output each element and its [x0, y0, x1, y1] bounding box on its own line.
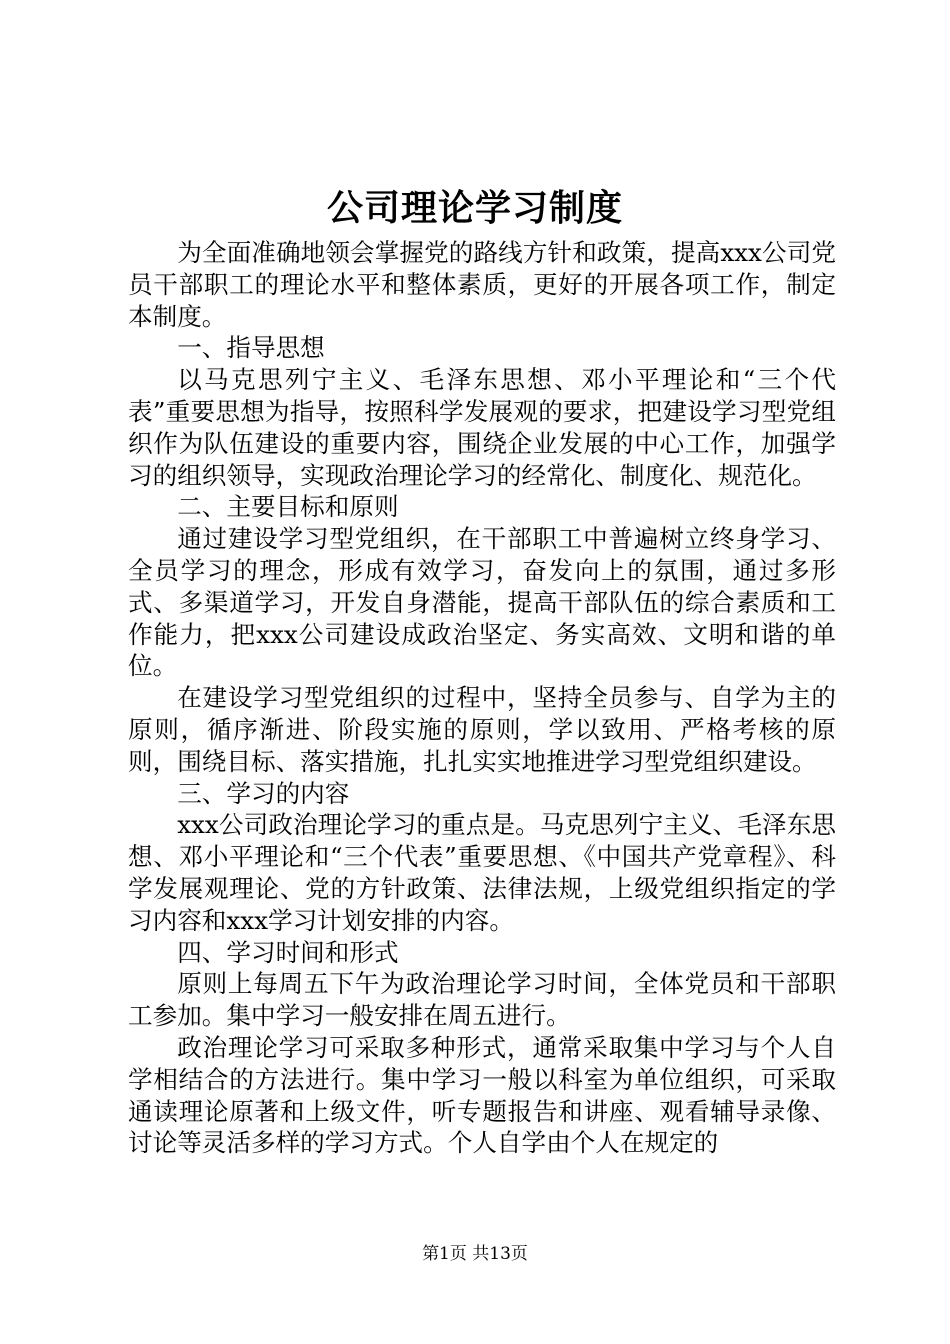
paragraph-intro: 为全面准确地领会掌握党的路线方针和政策，提高xxx公司党员干部职工的理论水平和整体素质，更好的开展各项工作，制定本制度。 [128, 238, 836, 331]
document-title: 公司理论学习制度 [326, 187, 623, 229]
paragraph-study-content: xxx公司政治理论学习的重点是。马克思列宁主义、毛泽东思想、邓小平理论和“三个代表”重要思想、《中国共产党章程》、科学发展观理论、党的方针政策、法律法规，上级党组织指定的学习内容和xxx学习计划安排的内容。 [128, 810, 836, 935]
paragraph-study-form: 政治理论学习可采取多种形式，通常采取集中学习与个人自学相结合的方法进行。集中学习一般以科室为单位组织，可采取通读理论原著和上级文件，听专题报告和讲座、观看辅导录像、讨论等灵活多样的学习方式。个人自学由个人在规定的 [128, 1032, 836, 1158]
paragraph-principles: 在建设学习型党组织的过程中，坚持全员参与、自学为主的原则，循序渐进、阶段实施的原则，学以致用、严格考核的原则，围绕目标、落实措施，扎扎实实地推进学习型党组织建设。 [128, 683, 836, 776]
paragraph-study-time: 原则上每周五下午为政治理论学习时间，全体党员和干部职工参加。集中学习一般安排在周五进行。 [128, 969, 836, 1031]
section-heading-goals-principles: 二、主要目标和原则 [177, 492, 399, 522]
page-number-footer: 第1页 共13页 [422, 1244, 528, 1264]
document-body [128, 237, 836, 1159]
paragraph-guiding-ideology: 以马克思列宁主义、毛泽东思想、邓小平理论和“三个代表”重要思想为指导，按照科学发展观的要求，把建设学习型党组织作为队伍建设的重要内容，围绕企业发展的中心工作，加强学习的组织领导，实现政治理论学习的经常化、制度化、规范化。 [128, 365, 836, 490]
section-heading-time-form: 四、学习时间和形式 [177, 937, 399, 967]
section-heading-study-content: 三、学习的内容 [177, 778, 350, 808]
paragraph-goals: 通过建设学习型党组织，在干部职工中普遍树立终身学习、全员学习的理念，形成有效学习，奋发向上的氛围，通过多形式、多渠道学习，开发自身潜能，提高干部队伍的综合素质和工作能力，把xxx公司建设成政治坚定、务实高效、文明和谐的单位。 [128, 524, 836, 681]
section-heading-guiding-ideology: 一、指导思想 [177, 333, 325, 363]
